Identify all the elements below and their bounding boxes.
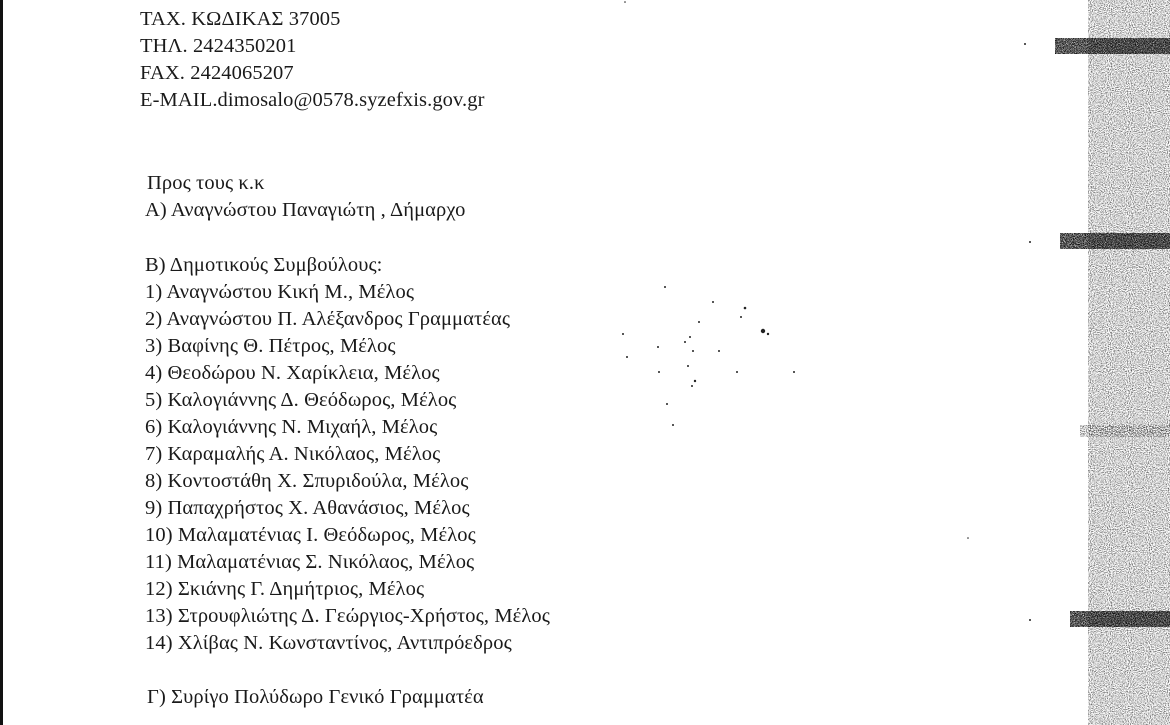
council-member: 13) Στρουφλιώτης Δ. Γεώργιος-Χρήστος, Μέλος [145, 605, 550, 627]
council-member: 8) Κοντοστάθη Χ. Σπυριδούλα, Μέλος [145, 470, 469, 492]
recipients-intro: Προς τους κ.κ [147, 172, 265, 194]
recipient-secretary: Γ) Συρίγο Πολύδωρο Γενικό Γραμματέα [147, 686, 484, 708]
scan-left-border [0, 0, 3, 725]
council-member: 7) Καραμαλής Α. Νικόλαος, Μέλος [145, 443, 441, 465]
postal-code-line: ΤΑΧ. ΚΩΔΙΚΑΣ 37005 [140, 8, 341, 30]
fax-line: FAX. 2424065207 [140, 62, 294, 84]
council-member: 12) Σκιάνης Γ. Δημήτριος, Μέλος [145, 578, 425, 600]
council-heading: Β) Δημοτικούς Συμβούλους: [145, 254, 383, 276]
recipient-mayor: Α) Αναγνώστου Παναγιώτη , Δήμαρχο [145, 199, 466, 221]
council-member: 10) Μαλαματένιας Ι. Θεόδωρος, Μέλος [145, 524, 476, 546]
council-member: 11) Μαλαματένιας Σ. Νικόλαος, Μέλος [145, 551, 475, 573]
phone-line: ΤΗΛ. 2424350201 [140, 35, 297, 57]
council-member: 2) Αναγνώστου Π. Αλέξανδρος Γραμματέας [145, 308, 511, 330]
council-member: 3) Βαφίνης Θ. Πέτρος, Μέλος [145, 335, 396, 357]
email-line: E-MAIL.dimosalo@0578.syzefxis.gov.gr [140, 89, 485, 111]
council-member: 9) Παπαχρήστος Χ. Αθανάσιος, Μέλος [145, 497, 470, 519]
council-member: 4) Θεοδώρου Ν. Χαρίκλεια, Μέλος [145, 362, 440, 384]
council-member: 1) Αναγνώστου Κική Μ., Μέλος [145, 281, 415, 303]
council-member: 6) Καλογιάννης Ν. Μιχαήλ, Μέλος [145, 416, 438, 438]
council-member: 5) Καλογιάννης Δ. Θεόδωρος, Μέλος [145, 389, 457, 411]
scan-edge-noise [1040, 0, 1170, 725]
council-member: 14) Χλίβας Ν. Κωνσταντίνος, Αντιπρόεδρος [145, 632, 512, 654]
